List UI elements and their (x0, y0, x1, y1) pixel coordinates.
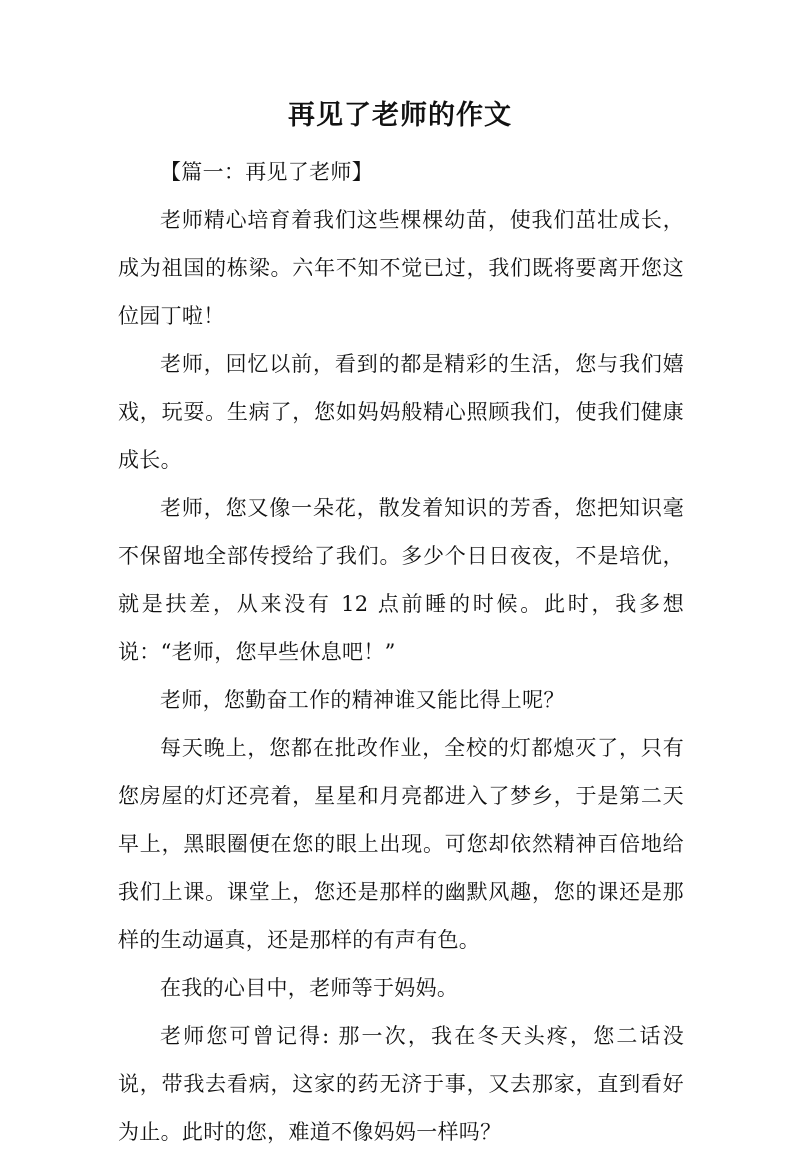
paragraph: 在我的心目中，老师等于妈妈。 (160, 976, 459, 1000)
document-title: 再见了老师的作文 (288, 100, 512, 131)
document-body (118, 148, 684, 1156)
paragraph: 老师，您又像一朵花，散发着知识的芳香，您把知识毫不保留地全部传授给了我们。多少个日日夜夜，不是培优，就是扶差，从来没有 12 点前睡的时候。此时，我多想说：“老师，您早些休息吧！” (118, 496, 684, 664)
paragraph: 老师精心培育着我们这些棵棵幼苗，使我们茁壮成长，成为祖国的栋梁。六年不知不觉已过，我们既将要离开您这位园丁啦！ (118, 208, 684, 328)
paragraph: 每天晚上，您都在批改作业，全校的灯都熄灭了，只有您房屋的灯还亮着，星星和月亮都进入了梦乡，于是第二天早上，黑眼圈便在您的眼上出现。可您却依然精神百倍地给我们上课。课堂上，您还是那样的幽默风趣，您的课还是那样的生动逼真，还是那样的有声有色。 (118, 736, 684, 952)
section-heading: 【篇一：再见了老师】 (160, 160, 373, 184)
paragraph: 老师，您勤奋工作的精神谁又能比得上呢？ (160, 688, 565, 712)
paragraph: 老师您可曾记得: 那一次，我在冬天头疼，您二话没说，带我去看病，这家的药无济于事，又去那家，直到看好为止。此时的您，难道不像妈妈一样吗？ (118, 1024, 684, 1144)
paragraph: 老师，回忆以前，看到的都是精彩的生活，您与我们嬉戏，玩耍。生病了，您如妈妈般精心照顾我们，使我们健康成长。 (118, 352, 684, 472)
